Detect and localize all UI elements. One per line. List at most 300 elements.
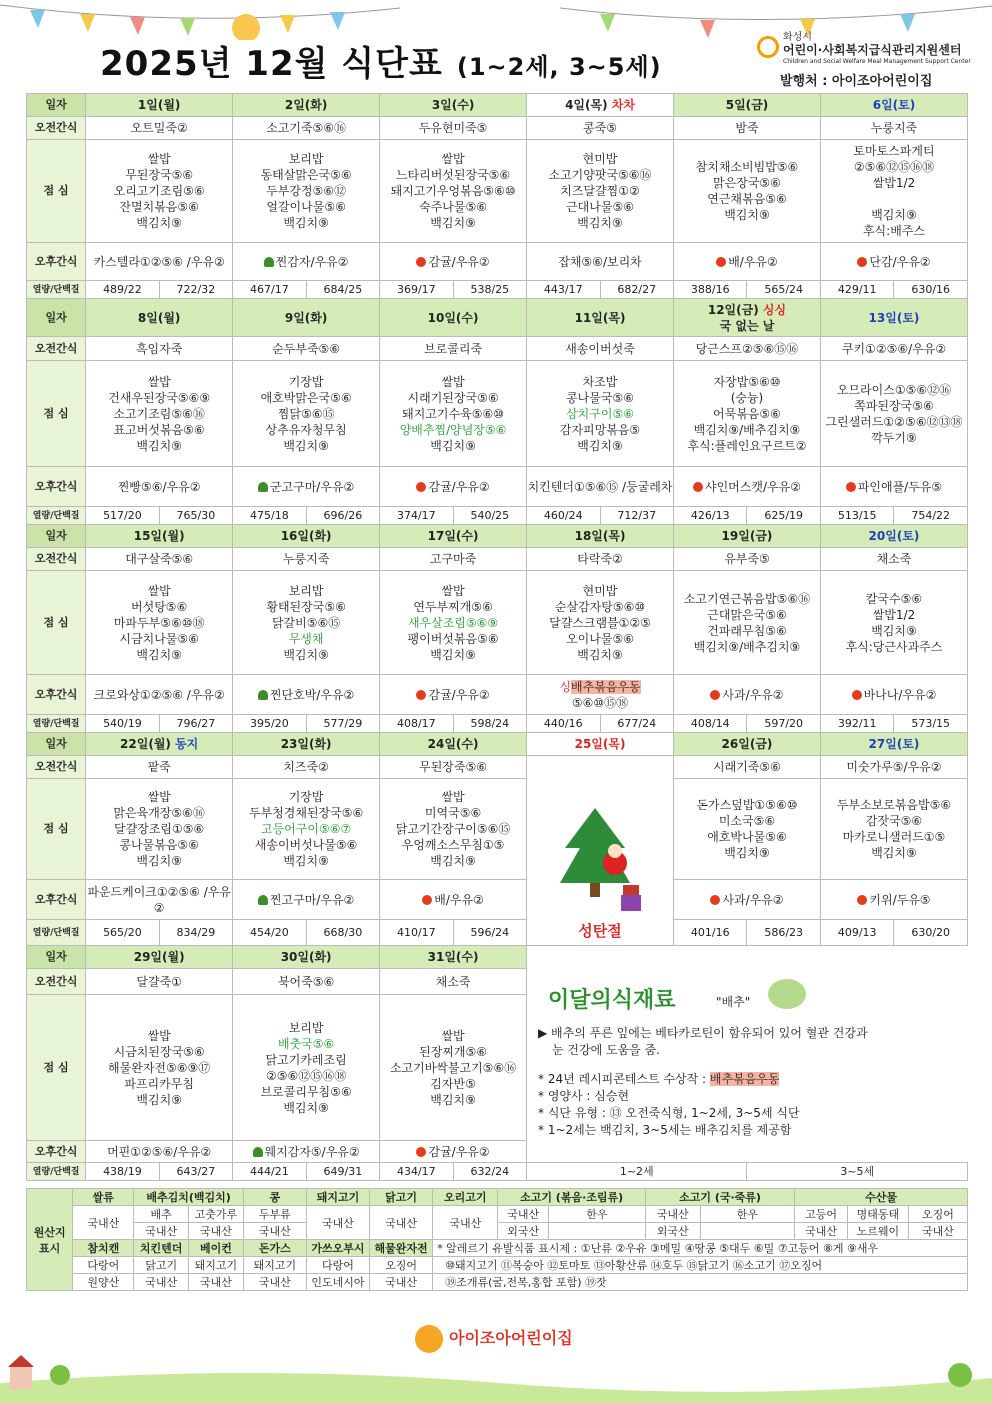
lunch-item: 후식:당근사과주스: [845, 639, 943, 654]
origin-cell: 국내산: [134, 1223, 189, 1240]
origin-cell: 오징어: [370, 1257, 433, 1274]
lunch-cell: [527, 571, 674, 675]
day-header: 30일(화): [233, 946, 380, 969]
lunch-item: 느타리버섯된장국⑤⑥: [395, 168, 511, 182]
award-note: [538, 1071, 958, 1088]
lunch-item: 근대맑은국⑤⑥: [707, 607, 787, 622]
org-english: Children and Social Welfare Meal Management Support Center: [783, 58, 971, 65]
kcal-cell: 649/31: [306, 1163, 379, 1181]
kcal-cell: 643/27: [159, 1163, 232, 1181]
fruit-icon: [693, 482, 703, 492]
day-header: 23일(화): [233, 733, 380, 756]
day-header: 1일(월): [86, 94, 233, 117]
pm-snack: [674, 467, 821, 507]
kcal-cell: 696/26: [306, 507, 379, 525]
am-snack: 순두부죽⑤⑥: [233, 337, 380, 361]
kcal-cell: 597/20: [747, 715, 820, 733]
lunch-item: 오므라이스①⑤⑥⑫⑯: [836, 382, 952, 397]
lunch-label: 점 심: [27, 361, 86, 467]
kcal-cell: 596/24: [453, 920, 526, 946]
kimchi-note: * 1~2세는 백김치, 3~5세는 배추김치를 제공함: [538, 1123, 792, 1137]
kcal-cell: 632/24: [453, 1163, 526, 1181]
kcal-label: 열량/단백질: [27, 1163, 86, 1181]
origin-cell: 국내산: [243, 1223, 306, 1240]
week2-kcal-row: [27, 507, 968, 525]
week3-kcal-row: [27, 715, 968, 733]
am-snack: 두유현미죽⑤: [380, 117, 527, 140]
day-header: 15일(월): [86, 525, 233, 548]
origin-cell: 국내산: [243, 1274, 306, 1291]
am-snack: 밤죽: [674, 117, 821, 140]
fruit-icon: [422, 895, 432, 905]
lunch-item: 백김치⑨: [871, 846, 917, 860]
am-snack: 콩죽⑤: [527, 117, 674, 140]
kcal-cell: 517/20: [86, 507, 159, 525]
lunch-item: 김자반⑤: [430, 1076, 476, 1091]
kcal-cell: 440/16: [527, 715, 600, 733]
day-header: 26일(금): [674, 733, 821, 756]
date-label: 일자: [27, 733, 86, 756]
footer-logo: [415, 1325, 573, 1353]
lunch-item: 쌀밥: [441, 790, 465, 804]
week1-pm-row: [27, 243, 968, 281]
lunch-cell: [674, 140, 821, 243]
lunch-item: 마파두부⑤⑥⑩⑱: [113, 615, 205, 630]
origin-cell: 고등어: [795, 1206, 848, 1223]
lunch-item: 된장찌개⑤⑥: [419, 1044, 488, 1059]
pm-snack-text: 배/우유②: [728, 254, 778, 269]
lunch-item: 닭고기카레조림: [265, 1052, 347, 1067]
am-snack: 유부죽⑤: [674, 548, 821, 571]
dongji-note: 동지: [175, 737, 199, 751]
lunch-item: 백김치⑨: [430, 216, 476, 230]
origin-header: 쌀류: [73, 1189, 134, 1206]
day-header: 17일(수): [380, 525, 527, 548]
lunch-item: 두부소보로볶음밥⑤⑥: [836, 798, 952, 812]
origin-cell: 국내산: [189, 1274, 244, 1291]
lunch-item: 백김치⑨: [136, 438, 182, 453]
date-label: 일자: [27, 94, 86, 117]
pm-snack-text: 바나나/우유②: [863, 687, 937, 702]
am-snack: 소고기죽⑤⑥⑯: [233, 117, 380, 140]
lunch-item-highlight: 무생채: [288, 631, 324, 646]
lunch-item: 백김치⑨/배추김치⑨: [693, 422, 801, 437]
lunch-item: 그린샐러드①②⑤⑥⑫⑬⑱: [825, 414, 963, 429]
day-header: 29일(월): [86, 946, 233, 969]
pm-snack: [380, 467, 527, 507]
am-label: 오전간식: [27, 117, 86, 140]
day-header: 10일(수): [380, 299, 527, 337]
am-snack: 북어죽⑤⑥: [233, 969, 380, 995]
am-snack: 흑임자죽: [86, 337, 233, 361]
pm-label: 오후간식: [27, 880, 86, 920]
lunch-item: 돈가스덮밥①⑤⑥⑩: [696, 798, 798, 812]
title-text: 2025년 12월 식단표: [100, 44, 443, 84]
lunch-cell: [86, 361, 233, 467]
lunch-item: 차조밥: [582, 374, 618, 389]
ingredient-desc: 눈 건강에 도움을 줌.: [552, 1043, 660, 1057]
week1-date-row: [27, 94, 968, 117]
lunch-item: 백김치⑨: [871, 208, 917, 222]
lunch-cell: [233, 140, 380, 243]
day-header-text: 4일(목): [565, 98, 608, 112]
no-soup-note: 국 없는 날: [719, 318, 775, 333]
day-header: 31일(수): [380, 946, 527, 969]
lunch-item: 토마토스파게티: [853, 144, 935, 158]
lunch-item: 백김치⑨: [577, 438, 623, 453]
kcal-cell: 834/29: [159, 920, 232, 946]
kcal-cell: 475/18: [233, 507, 306, 525]
lunch-item: 쌀밥: [441, 583, 465, 598]
origin-cell: [548, 1223, 645, 1240]
origin-cell: 국내산: [370, 1206, 433, 1240]
fruit-icon: [716, 257, 726, 267]
lunch-item: 근대나물⑤⑥: [566, 200, 634, 214]
lunch-cell: [233, 571, 380, 675]
am-snack: 채소죽: [380, 969, 527, 995]
origin-row: [27, 1206, 968, 1223]
lunch-item: 쌀밥: [147, 583, 171, 598]
lunch-item: 닭갈비⑤⑥⑮: [271, 615, 341, 630]
am-snack: 누룽지죽: [820, 117, 967, 140]
day-header: [674, 299, 821, 337]
am-label: 오전간식: [27, 337, 86, 361]
pm-snack-text: 감귤/우유②: [428, 687, 490, 702]
lunch-item: 애호박맑은국⑤⑥: [260, 390, 352, 405]
lunch-item: 콩나물볶음⑤⑥: [119, 838, 199, 852]
am-snack: 새송이버섯죽: [527, 337, 674, 361]
lunch-cell: [674, 361, 821, 467]
lunch-cell: [233, 779, 380, 880]
origin-cell: 명태동태: [847, 1206, 908, 1223]
lunch-item: 후식:배주스: [862, 224, 925, 238]
lunch-item: 보리밥: [288, 152, 324, 166]
pm-snack: [233, 467, 380, 507]
ingredient-notes: [538, 1025, 958, 1139]
day-header: 5일(금): [674, 94, 821, 117]
lunch-item: 백김치⑨: [577, 216, 623, 230]
lunch-item: 백김치⑨/배추김치⑨: [693, 639, 801, 654]
kcal-cell: 388/16: [674, 281, 747, 299]
lunch-item: 쌀밥: [441, 374, 465, 389]
kcal-cell: 434/17: [380, 1163, 453, 1181]
origin-header: 돈가스: [243, 1240, 306, 1257]
kcal-cell: 426/13: [674, 507, 747, 525]
kcal-label: 열량/단백질: [27, 715, 86, 733]
kcal-cell: 630/16: [894, 281, 968, 299]
kcal-cell: 454/20: [233, 920, 306, 946]
pm-snack-text: 찐감자/우유②: [275, 254, 349, 269]
lunch-item: 치즈달걀찜①②: [560, 184, 640, 198]
am-snack: 팥죽: [86, 756, 233, 779]
fruit-icon: [857, 257, 867, 267]
kcal-cell: 395/20: [233, 715, 306, 733]
fruit-icon: [416, 690, 426, 700]
pm-snack-text: 사과/우유②: [722, 687, 784, 702]
allergy-note: ⑩돼지고기 ⑪복숭아 ⑫토마토 ⑬아황산류 ⑭호두 ⑮닭고기 ⑯소고기 ⑰오징어: [433, 1257, 968, 1274]
origin-cell: 두부류: [243, 1206, 306, 1223]
lunch-item: 현미밥: [582, 152, 618, 166]
origin-cell: 오징어: [908, 1206, 967, 1223]
origin-header: 소고기 (국·죽류): [645, 1189, 794, 1206]
day-header-text: 12일(금): [707, 302, 759, 317]
lunch-item: 백김치⑨: [283, 647, 329, 662]
nutritionist: * 영양사 : 심승현: [538, 1089, 630, 1103]
lunch-item: 우엉깨소스무침①⑤: [401, 838, 505, 852]
kcal-cell: 598/24: [453, 715, 526, 733]
lunch-item: 백김치⑨: [577, 647, 623, 662]
day-header: [527, 94, 674, 117]
day-header-text: 22일(월): [120, 737, 171, 751]
lunch-cell: [380, 571, 527, 675]
lunch-item: 미소국⑤⑥: [718, 814, 776, 828]
award-label: * 24년 레시피콘테스트 수상작 :: [538, 1072, 707, 1086]
origin-cell: 닭고기: [134, 1257, 189, 1274]
origin-cell: 국내산: [433, 1206, 498, 1240]
pm-snack: [820, 467, 967, 507]
kcal-cell: 754/22: [894, 507, 968, 525]
kcal-cell: 538/25: [453, 281, 526, 299]
lunch-item: 백김치⑨: [283, 438, 329, 453]
org-city: 화성시: [783, 32, 812, 43]
kcal-cell: 765/30: [159, 507, 232, 525]
lunch-cell: [527, 140, 674, 243]
kcal-cell: 443/17: [527, 281, 600, 299]
lunch-item: 기장밥: [288, 790, 324, 804]
day-header: 24일(수): [380, 733, 527, 756]
origin-header: 해물완자전: [370, 1240, 433, 1257]
origin-row: [27, 1189, 968, 1206]
lunch-item: ②⑤⑥⑫⑮⑯⑱: [265, 1068, 347, 1083]
origin-cell: 국내산: [908, 1223, 967, 1240]
lunch-item: 오리고기조림⑤⑥: [113, 184, 205, 198]
cabbage-icon: [768, 979, 806, 1009]
pm-snack: 치킨텐더①⑤⑥⑮ /둥굴레차: [527, 467, 674, 507]
lunch-label: 점 심: [27, 140, 86, 243]
fruit-icon: [710, 690, 720, 700]
lunch-item: 브로콜리무침⑤⑥: [260, 1084, 352, 1099]
lunch-item: 백김치⑨: [136, 216, 182, 230]
lunch-item: 건새우된장국⑤⑥⑨: [108, 390, 211, 405]
day-header: 8일(월): [86, 299, 233, 337]
pm-snack: 잡채⑤⑥/보리차: [527, 243, 674, 281]
week3-am-row: [27, 548, 968, 571]
origin-header: 가쓰오부시: [306, 1240, 369, 1257]
day-header-saturday: 20일(토): [820, 525, 967, 548]
lunch-item: 오이나물⑤⑥: [566, 631, 634, 646]
lunch-item: 백김치⑨: [430, 1092, 476, 1107]
lunch-item: 애호박나물⑤⑥: [707, 830, 787, 844]
lunch-item: 맑은장국⑤⑥: [713, 176, 781, 190]
pm-snack-allergy: ⑤⑥⑩⑮⑱: [571, 695, 629, 710]
pm-snack-text: 감귤/우유②: [428, 479, 490, 494]
kcal-cell: 409/13: [820, 920, 893, 946]
lunch-item: 얼갈이나물⑤⑥: [266, 200, 346, 214]
org-name: 어린이·사회복지급식관리지원센터: [783, 43, 962, 57]
origin-cell: 국내산: [370, 1274, 433, 1291]
lunch-item: 감자피망볶음⑤: [559, 422, 641, 437]
fruit-icon: [710, 895, 720, 905]
lunch-label: 점 심: [27, 779, 86, 880]
lunch-item-highlight: 배춧국⑤⑥: [277, 1036, 335, 1051]
lunch-item: 백김치⑨: [283, 1100, 329, 1115]
day-header: 16일(화): [233, 525, 380, 548]
day-header-saturday: 6일(토): [820, 94, 967, 117]
lunch-item: 달걀스크램블①②⑤: [549, 615, 651, 630]
pm-label: 오후간식: [27, 243, 86, 281]
am-snack: 치즈죽②: [233, 756, 380, 779]
pm-snack: 파운드케이크①②⑤⑥ /우유②: [86, 880, 233, 920]
lunch-cell: [380, 140, 527, 243]
origin-cell: 외국산: [498, 1223, 549, 1240]
origin-side-label: 원산지 표시: [27, 1189, 73, 1291]
title-subtitle: (1~2세, 3~5세): [456, 53, 662, 81]
ingredient-desc: ▶ 배추의 푸른 잎에는 베타카로틴이 함유되어 있어 혈관 건강과: [538, 1026, 868, 1040]
origin-cell: 국내산: [306, 1206, 369, 1240]
pm-label: 오후간식: [27, 1141, 86, 1163]
lunch-item: 현미밥: [582, 583, 618, 598]
tree-icon: [253, 1147, 263, 1157]
origin-cell: 돼지고기: [243, 1257, 306, 1274]
kcal-cell: 668/30: [306, 920, 379, 946]
lunch-item: 연두부찌개⑤⑥: [413, 599, 493, 614]
origin-cell: 다랑어: [306, 1257, 369, 1274]
pm-snack: [380, 1141, 527, 1163]
age-label-young: 1~2세: [527, 1163, 747, 1181]
lunch-cell: [86, 995, 233, 1141]
fruit-icon: [416, 482, 426, 492]
kcal-cell: 374/17: [380, 507, 453, 525]
origin-header: 배추김치(백김치): [134, 1189, 243, 1206]
kcal-cell: 408/17: [380, 715, 453, 733]
am-snack: 타락죽②: [527, 548, 674, 571]
lunch-item-highlight: 양배추찜/양념장⑤⑥: [399, 422, 507, 437]
pm-snack-text: 찐고구마/우유②: [269, 892, 355, 907]
lunch-item: 깍두기⑨: [871, 430, 917, 445]
lunch-item: 백김치⑨: [430, 438, 476, 453]
footer-logo-text: 아이조아어린이집: [449, 1328, 573, 1348]
ingredient-of-month: [536, 953, 968, 1168]
pm-label: 오후간식: [27, 467, 86, 507]
tree-icon: [258, 690, 268, 700]
kcal-cell: 408/14: [674, 715, 747, 733]
meal-type: * 식단 유형 : ⑬ 오전죽식형, 1~2세, 3~5세 식단: [538, 1106, 800, 1120]
lunch-item: 잔멸치볶음⑤⑥: [119, 200, 199, 214]
pm-snack-text: 사과/우유②: [722, 892, 784, 907]
kcal-cell: 722/32: [159, 281, 232, 299]
origin-header: 치킨텐더: [134, 1240, 189, 1257]
origin-cell: 인도네시아: [306, 1274, 369, 1291]
lunch-cell: [86, 779, 233, 880]
lunch-item: 백김치⑨: [136, 1092, 182, 1107]
am-snack: 무된장죽⑤⑥: [380, 756, 527, 779]
day-header: 11일(목): [527, 299, 674, 337]
pm-snack: [233, 675, 380, 715]
origin-cell: [700, 1223, 795, 1240]
lunch-item: 쪽파된장국⑤⑥: [854, 398, 934, 413]
kcal-cell: 489/22: [86, 281, 159, 299]
kcal-label: 열량/단백질: [27, 281, 86, 299]
origin-table: [26, 1188, 968, 1291]
lunch-item: 소고기바싹불고기⑤⑥⑯: [389, 1060, 517, 1075]
lunch-item: 백김치⑨: [136, 854, 182, 868]
lunch-item: 감잣국⑤⑥: [865, 814, 923, 828]
lunch-item: 백김치⑨: [430, 854, 476, 868]
week4-am-row: [27, 756, 968, 779]
kcal-cell: 410/17: [380, 920, 453, 946]
pm-snack: [380, 880, 527, 920]
am-label: 오전간식: [27, 969, 86, 995]
origin-cell: 한우: [548, 1206, 645, 1223]
kcal-cell: 684/25: [306, 281, 379, 299]
christmas-tree-icon: [555, 803, 645, 913]
week4-pm-row: [27, 880, 968, 920]
week2-date-row: [27, 299, 968, 337]
date-label: 일자: [27, 946, 86, 969]
lunch-item: 소고기연근볶음밥⑤⑥⑯: [683, 591, 811, 606]
week3-date-row: [27, 525, 968, 548]
kcal-label: 열량/단백질: [27, 507, 86, 525]
origin-header: 콩: [243, 1189, 306, 1206]
origin-row: [27, 1274, 968, 1291]
day-header: 2일(화): [233, 94, 380, 117]
am-snack: 쿠키①②⑤⑥/우유②: [820, 337, 967, 361]
lunch-item: 맑은육개장⑤⑥⑯: [113, 806, 205, 820]
origin-cell: 다랑어: [73, 1257, 134, 1274]
lunch-cell: [233, 995, 380, 1141]
origin-cell: 국내산: [189, 1223, 244, 1240]
lunch-item: 백김치⑨: [136, 647, 182, 662]
pm-snack: [674, 675, 821, 715]
lunch-item: 자장밥⑤⑥⑩: [713, 374, 781, 389]
lunch-item: 순살감자탕⑤⑥⑩: [554, 599, 646, 614]
fruit-icon: [416, 257, 426, 267]
pm-snack: [233, 1141, 380, 1163]
fruit-icon: [846, 482, 856, 492]
ground-decoration: [0, 1353, 992, 1403]
pm-snack: 머핀①②⑤⑥/우유②: [86, 1141, 233, 1163]
lunch-cell: [820, 140, 967, 243]
pm-snack: [820, 880, 967, 920]
origin-row: [27, 1223, 968, 1240]
kcal-cell: 796/27: [159, 715, 232, 733]
pm-snack: [674, 243, 821, 281]
lunch-cell: [86, 140, 233, 243]
allergy-note: * 알레르기 유발식품 표시제 : ①난류 ②우유 ③메밀 ④땅콩 ⑤대두 ⑥밀 ⑦고등어 ⑧게 ⑨새우: [433, 1240, 968, 1257]
lunch-item: 시금치된장국⑤⑥: [113, 1044, 205, 1059]
pm-snack-text: 키위/두유⑤: [869, 892, 931, 907]
week4-lunch-row: [27, 779, 968, 880]
day-header-saturday: 13일(토): [820, 299, 967, 337]
am-label: 오전간식: [27, 548, 86, 571]
kcal-cell: 577/29: [306, 715, 379, 733]
day-header-saturday: 27일(토): [820, 733, 967, 756]
pm-snack-text: 단감/우유②: [869, 254, 931, 269]
lunch-item: 돼지고기우엉볶음⑤⑥⑩: [390, 184, 516, 198]
lunch-item: ②⑤⑥⑫⑮⑯⑱: [853, 160, 935, 174]
week2-pm-row: [27, 467, 968, 507]
lunch-item: 표고버섯볶음⑤⑥: [113, 422, 205, 437]
lunch-item: 쌀밥: [147, 152, 171, 166]
origin-cell: 한우: [700, 1206, 795, 1223]
kcal-cell: 401/16: [674, 920, 747, 946]
lunch-item: 쌀밥1/2: [872, 607, 916, 622]
origin-header: 소고기 (볶음·조림류): [498, 1189, 645, 1206]
lunch-item: 백김치⑨: [724, 208, 770, 222]
week1-lunch-row: [27, 140, 968, 243]
pm-snack: 카스텔라①②⑤⑥ /우유②: [86, 243, 233, 281]
pm-snack: [820, 243, 967, 281]
